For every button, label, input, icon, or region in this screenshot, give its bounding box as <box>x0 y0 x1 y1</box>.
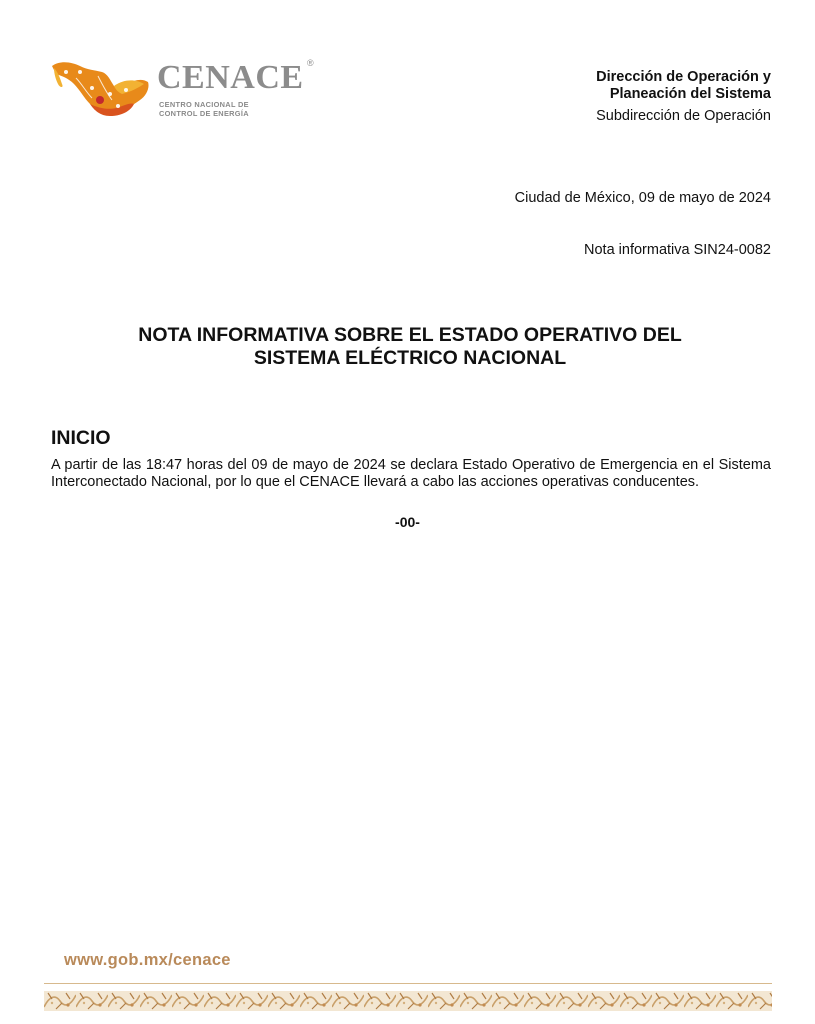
section-heading: INICIO <box>51 427 111 449</box>
footer-url[interactable]: www.gob.mx/cenace <box>64 951 231 969</box>
title-line2: SISTEMA ELÉCTRICO NACIONAL <box>253 347 567 369</box>
end-mark: -00- <box>395 514 420 530</box>
document-title <box>60 324 760 370</box>
registered-mark: ® <box>307 58 314 68</box>
note-id: Nota informativa SIN24-0082 <box>584 242 771 258</box>
cenace-logo <box>50 56 320 126</box>
section-text: A partir de las 18:47 horas del 09 de mayo de 2024 se declara Estado Operativo de Emergencia en el Sistema Interconectado Nacional, por lo que el CENACE llevará a cabo las acciones operativas conducentes. <box>51 457 771 490</box>
ornament-pattern-icon <box>44 991 772 1011</box>
title-line1: NOTA INFORMATIVA SOBRE EL ESTADO OPERATIVO DEL <box>138 324 682 346</box>
logo-subtitle-line1: CENTRO NACIONAL DE <box>159 100 249 109</box>
footer-divider <box>44 983 772 984</box>
direction-line1: Dirección de Operación y <box>596 69 771 85</box>
logo-wordmark: CENACE <box>157 59 304 96</box>
place-date: Ciudad de México, 09 de mayo de 2024 <box>514 190 771 206</box>
direction-line2: Planeación del Sistema <box>609 86 771 102</box>
footer-ornament-band <box>44 991 772 1011</box>
header-department <box>596 69 771 125</box>
logo-subtitle-line2: CONTROL DE ENERGÍA <box>159 109 249 118</box>
subdirection: Subdirección de Operación <box>596 108 771 124</box>
mexico-map-logo-icon <box>50 58 152 120</box>
